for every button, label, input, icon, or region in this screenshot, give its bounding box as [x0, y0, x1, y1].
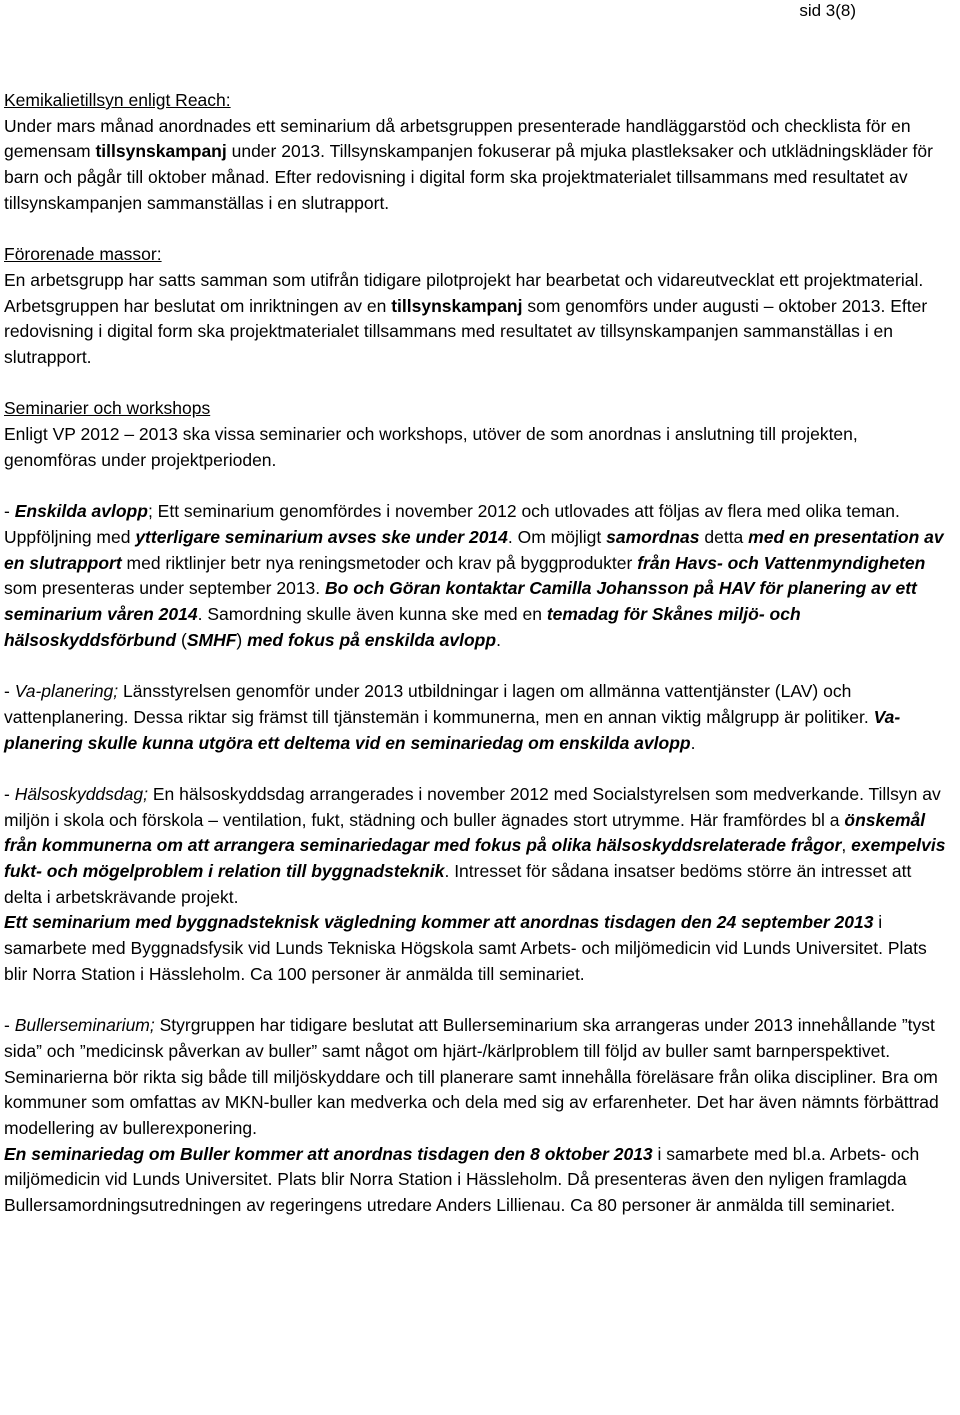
text-run: ): [236, 629, 248, 650]
paragraph-halsoskyddsdag-seminar: [4, 910, 954, 987]
spacer: [4, 474, 954, 500]
paragraph-seminarier: Enligt VP 2012 – 2013 ska vissa seminarier och workshops, utöver de som anordnas i anslutning till projekten, genomföras under projektperioden.: [4, 424, 858, 470]
section-heading-reach: [4, 88, 954, 114]
paragraph-bullerseminarium-seminar: [4, 1142, 954, 1219]
text-run: .: [496, 629, 501, 650]
text-run: som presenteras under september 2013.: [4, 578, 326, 599]
paragraph-bullerseminarium: [4, 1013, 954, 1142]
heading-text: Seminarier och workshops: [4, 398, 211, 419]
text-run: Länsstyrelsen genomför under 2013 utbildningar i lagen om allmänna vattentjänster (LAV) och vattenplanering. Dessa riktar sig främst till tjänstemän i kommunerna, men en annan viktig målgrupp är politiker.: [4, 681, 874, 727]
text-run: Under mars månad anordnades ett seminarium då arbetsgruppen presenterade handläggarstöd och checklista för en gemensam: [4, 115, 911, 162]
bold-run: tillsynskampanj: [95, 141, 227, 162]
spacer: [4, 756, 954, 782]
text-run: . Intresset för sådana insatser bedöms större än intresset att delta i arbetskrävande projekt.: [4, 861, 912, 907]
item-enskilda-avlopp: [4, 499, 954, 653]
text-run: Styrgruppen har tidigare beslutat att Bullerseminarium ska arrangeras under 2013 innehållande ”tyst sida” och ”medicinsk påverkan av buller” samt något om hjärt-/kärlproblem till följd av buller samt barnperspektivet. Seminarierna bör rikta sig både till miljöskyddare och till planerare samt innehålla föreläsare från olika discipliner. Bra om kommuner som omfattas av MKN-buller kan medverka och dela med sig av erfarenheter. Det har även nämnts förbättrad modellering av bullerexponering.: [4, 1015, 939, 1139]
spacer: [4, 988, 954, 1014]
spacer: [4, 217, 954, 243]
text-run: En hälsoskyddsdag arrangerades i november 2012 med Socialstyrelsen som medverkande. Tillsyn av miljön i skola och förskola – ventilation, fukt, städning och buller ägnades stort utrymme. Här framfördes bl a: [4, 783, 941, 830]
item-halsoskyddsdag: [4, 782, 954, 988]
section-heading-seminarier: [4, 396, 954, 422]
list-dash: -: [4, 681, 15, 702]
document-body: [4, 88, 954, 1219]
heading-text: Förorenade massor:: [4, 244, 162, 265]
list-dash: -: [4, 1015, 15, 1036]
spacer: [4, 653, 954, 679]
emphasis-run: från Havs- och Vattenmyndigheten: [637, 552, 926, 573]
list-dash: -: [4, 501, 15, 522]
emphasis-run: med en presentation av en slutrapport: [4, 526, 944, 573]
section-heading-massor: [4, 242, 954, 268]
text-run: ; Ett seminarium genomfördes i november 2012 och utlovades att följas av flera med olika teman. Uppföljning med: [4, 501, 900, 547]
paragraph-massor: [4, 268, 954, 371]
section-massor: [4, 242, 954, 371]
emphasis-run: samordnas: [606, 526, 700, 547]
text-run: detta: [699, 526, 749, 547]
text-run: ,: [841, 835, 852, 856]
item-title: Enskilda avlopp: [14, 501, 148, 522]
text-run: som genomförs under augusti – oktober 2013. Efter redovisning i digital form ska projektmaterialet tillsammans med resultatet av tillsynskampanjen sammanställas i en slutrapport.: [4, 295, 928, 368]
emphasis-run: exempelvis fukt- och mögelproblem i relation till byggnadsteknik: [4, 835, 946, 882]
text-run: (: [176, 629, 187, 650]
emphasis-run: med fokus på enskilda avlopp: [247, 629, 497, 650]
spacer: [4, 371, 954, 397]
section-seminarier: [4, 396, 954, 473]
bold-run: tillsynskampanj: [391, 295, 523, 316]
page-number: sid 3(8): [799, 1, 856, 20]
text-run: i samarbete med bl.a. Arbets- och miljömedicin vid Lunds Universitet. Plats blir Norra Station i Hässleholm. Då presenteras även den nyligen framlagda Bullersamordningsutredningen av regeringens utredare Anders Lillienau. Ca 80 personer är anmälda till seminariet.: [4, 1143, 920, 1216]
paragraph-halsoskyddsdag: [4, 782, 954, 911]
text-run: under 2013. Tillsynskampanjen fokuserar på mjuka plastleksaker och utklädningskläder för barn och pågår till oktober månad. Efter redovisning i digital form ska projektmaterialet tillsammans med resultatet av tillsynskampanjen sammanställas i en slutrapport.: [4, 141, 933, 213]
paragraph-reach: [4, 114, 954, 217]
text-run: . Om möjligt: [507, 526, 607, 547]
item-va-planering: [4, 679, 954, 756]
item-title: Va-planering;: [14, 681, 119, 702]
text-run: med riktlinjer betr nya reningsmetoder och krav på byggprodukter: [121, 552, 638, 573]
text-run: En arbetsgrupp har satts samman som utifrån tidigare pilotprojekt har bearbetat och vidareutvecklat ett projektmaterial. Arbetsgruppen har beslutat om inriktningen av en: [4, 269, 924, 316]
emphasis-run: En seminariedag om Buller kommer att anordnas tisdagen den 8 oktober 2013: [4, 1143, 653, 1164]
emphasis-run: Ett seminarium med byggnadsteknisk vägledning kommer att anordnas tisdagen den 24 september 2013: [4, 912, 874, 933]
list-dash: -: [4, 783, 15, 804]
emphasis-run: önskemål från kommunerna om att arrangera seminariedagar med fokus på olika hälsoskyddsrelaterade frågor: [4, 809, 926, 856]
emphasis-run: temadag för Skånes miljö- och hälsoskyddsförbund: [4, 604, 801, 650]
emphasis-run: ytterligare seminarium avses ske under 2014: [135, 526, 508, 547]
emphasis-run: Bo och Göran kontaktar Camilla Johansson på HAV för planering av ett seminarium våren 2014: [4, 578, 917, 625]
heading-text: Kemikalietillsyn enligt Reach:: [4, 90, 231, 110]
emphasis-run: SMHF: [186, 629, 237, 650]
section-reach: [4, 88, 954, 217]
item-title: Bullerseminarium;: [14, 1015, 155, 1036]
text-run: .: [690, 732, 696, 753]
item-bullerseminarium: [4, 1013, 954, 1219]
paragraph-enskilda-avlopp: [4, 499, 954, 653]
item-title: Hälsoskyddsdag;: [14, 783, 148, 804]
paragraph-va-planering: [4, 679, 954, 756]
text-run: . Samordning skulle även kunna ske med en: [197, 604, 547, 625]
text-run: i samarbete med Byggnadsfysik vid Lunds Tekniska Högskola samt Arbets- och miljömedicin vid Lunds Universitet. Plats blir Norra Station i Hässleholm. Ca 100 personer är anmälda till seminariet.: [4, 912, 927, 984]
emphasis-run: Va-planering skulle kunna utgöra ett deltema vid en seminariedag om enskilda avlopp: [4, 706, 901, 753]
